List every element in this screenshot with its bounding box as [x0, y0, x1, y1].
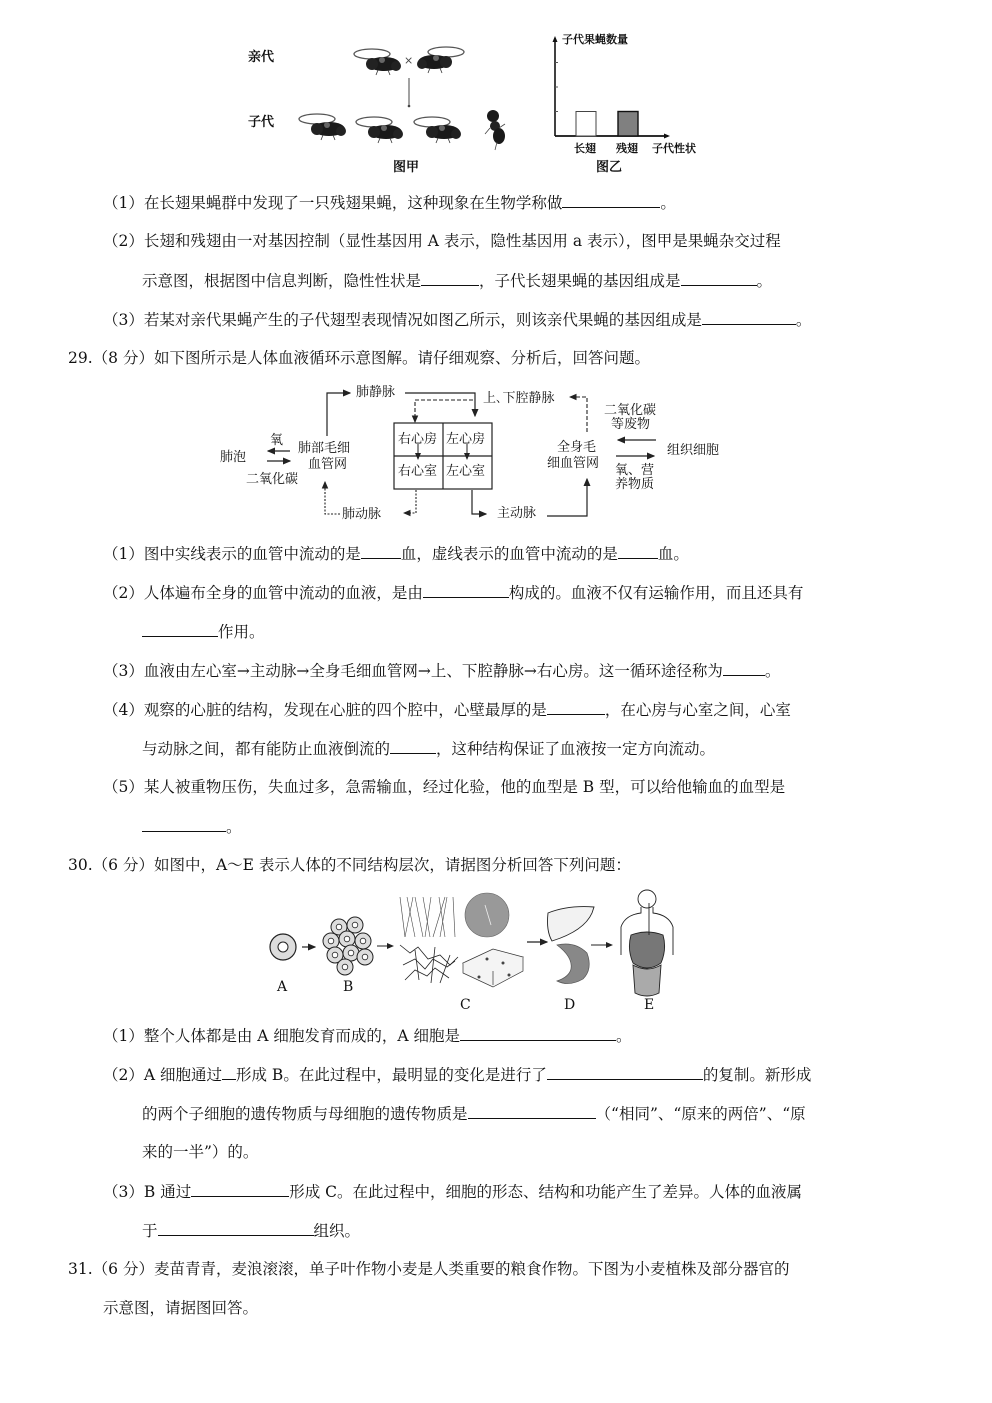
answer-blank[interactable] [468, 1103, 596, 1119]
punct: 。 [764, 662, 781, 680]
q29-sub4-line1 [103, 699, 791, 720]
question-text: 于 [142, 1222, 158, 1240]
chart-y-axis-label: 子代果蝇数量 [562, 33, 628, 46]
figure-yi-caption: 图乙 [596, 160, 623, 175]
question-text: 血液由左心室→主动脉→全身毛细血管网→上、下腔静脉→右心房。这一循环途径称为 [143, 662, 723, 680]
label-vena-cava: 上､下腔静脉 [483, 391, 555, 406]
punct: 。 [756, 272, 773, 290]
label-a: A [277, 979, 288, 995]
aorta-line [472, 490, 486, 514]
answer-blank[interactable] [723, 660, 765, 676]
punct: 。 [616, 1027, 632, 1045]
q30-sub3-line1 [103, 1181, 802, 1202]
q29-sub1 [103, 543, 689, 564]
offspring-fly-3 [414, 117, 461, 143]
q29-sub2-line1 [103, 582, 803, 603]
answer-blank[interactable] [460, 1025, 616, 1041]
label-right-ventricle: 右心室 [398, 464, 438, 479]
question-text: ，子代长翅果蝇的基因组成是 [479, 272, 681, 290]
q29-sub5-line2 [142, 816, 242, 837]
offspring-generation-label: 子代 [248, 115, 275, 130]
punct: 。 [660, 194, 676, 212]
q30-sub2-line3: 来的一半”）的。 [142, 1143, 259, 1161]
answer-blank[interactable] [547, 699, 605, 715]
sub-prefix: （2） [103, 584, 144, 602]
question-text: ，在心房与心室之间，心室 [604, 701, 791, 719]
pulmonary-vein-line [327, 393, 350, 436]
answer-blank[interactable] [142, 816, 226, 832]
q29-sub5-line1 [103, 777, 785, 797]
q29-sub3 [103, 660, 780, 681]
question-text: 人体遍布全身的血管中流动的血液，是由 [143, 584, 423, 602]
answer-blank[interactable] [361, 543, 401, 559]
sub-prefix: （3） [103, 311, 144, 329]
sub-prefix: （4） [103, 701, 144, 719]
cell-a [270, 934, 296, 960]
q30-sub3-line2 [142, 1220, 360, 1241]
chart-category-label: 长翅 [574, 142, 596, 155]
question-text: 观察的心脏的结构，发现在心脏的四个腔中，心壁最厚的是 [143, 701, 547, 719]
chart-bar [576, 112, 596, 137]
sub-prefix: （1） [103, 194, 144, 212]
sub-prefix: （3） [103, 662, 144, 680]
answer-blank[interactable] [390, 738, 436, 754]
label-lung-capillaries: 血管网 [308, 457, 348, 472]
parent-fly-2 [417, 47, 464, 73]
question-text: 示意图，根据图中信息判断，隐性性状是 [142, 272, 422, 290]
answer-blank[interactable] [423, 582, 509, 598]
vena-cava-line [415, 400, 473, 422]
label-body-capillaries: 细血管网 [547, 456, 600, 471]
q31-line2: 示意图，请据图回答。 [103, 1299, 259, 1317]
punct: 。 [226, 818, 242, 836]
label-co2-waste: 二氧化碳 [604, 403, 657, 418]
label-aorta: 主动脉 [497, 506, 537, 521]
label-d: D [564, 997, 576, 1013]
label-o2-nutrients: 氧、营 [615, 463, 655, 478]
tissues-c [400, 893, 523, 987]
answer-blank[interactable] [158, 1220, 314, 1236]
answer-blank[interactable] [562, 192, 660, 208]
answer-blank[interactable] [421, 270, 479, 286]
question-text: 某人被重物压伤，失血过多，急需输血，经过化验，他的血型是 B 型，可以给他输血的血型是 [143, 778, 786, 796]
q30-sub2-line1 [103, 1064, 811, 1085]
label-c: C [460, 997, 471, 1013]
question-text: 在长翅果蝇群中发现了一只残翅果蝇，这种现象在生物学称做 [143, 194, 563, 212]
label-co2-waste: 等废物 [611, 417, 651, 432]
chart-category-label: 残翅 [616, 142, 638, 155]
q31-line1: 31.（6 分）麦苗青青，麦浪滚滚，单子叶作物小麦是人类重要的粮食作物。下图为小麦植株及部分器官的 [68, 1260, 790, 1278]
label-pulmonary-artery: 肺动脉 [342, 507, 382, 522]
parent-generation-label: 亲代 [248, 50, 275, 65]
q29-header: 29.（8 分）如下图所示是人体血液循环示意图解。请仔细观察、分析后，回答问题。 [68, 349, 650, 367]
label-o2-nutrients: 养物质 [615, 477, 655, 492]
q28-sub2-line2 [142, 270, 772, 291]
answer-blank[interactable] [681, 270, 757, 286]
question-text: 作用。 [218, 623, 265, 641]
sub-prefix: （3） [103, 1183, 144, 1201]
question-text: 血，虚线表示的血管中流动的是 [400, 545, 618, 563]
label-lung-capillaries: 肺部毛细 [298, 441, 351, 456]
question-text: 长翅和残翅由一对基因控制（显性基因用 A 表示，隐性基因用 a 表示），图甲是果蝇杂交过程 [143, 232, 781, 250]
figure-jia-caption: 图甲 [393, 160, 420, 175]
question-text: 形成 C。在此过程中，细胞的形态、结构和功能产生了差异。人体的血液属 [289, 1183, 802, 1201]
chart-bar [618, 112, 638, 137]
cell-cluster-b [323, 917, 373, 975]
question-text: 的复制。新形成 [702, 1066, 812, 1084]
parent-fly-1 [354, 49, 401, 75]
question-text: 构成的。血液不仅有运输作用，而且还具有 [508, 584, 804, 602]
question-text: ，这种结构保证了血液按一定方向流动。 [436, 740, 716, 758]
sub-prefix: （1） [103, 545, 144, 563]
answer-blank[interactable] [142, 621, 218, 637]
label-left-ventricle: 左心室 [446, 464, 486, 479]
question-text: （“相同”、“原来的两倍”、“原 [595, 1105, 806, 1123]
pulmonary-artery-line [404, 490, 416, 513]
q28-sub3 [103, 309, 811, 330]
cross-symbol: × [404, 54, 414, 67]
structure-illustrations [255, 885, 695, 1015]
q30-sub1 [103, 1025, 632, 1046]
q29-sub2-line2 [142, 621, 265, 642]
chart-x-axis-label: 子代性状 [652, 142, 696, 155]
sub-prefix: （1） [103, 1027, 144, 1045]
label-e: E [644, 997, 655, 1013]
label-alveoli: 肺泡 [220, 450, 247, 465]
question-text: B 通过 [143, 1183, 192, 1201]
answer-blank[interactable] [618, 543, 658, 559]
q28-sub2-line1 [103, 231, 781, 251]
sub-prefix: （2） [103, 1066, 144, 1084]
question-text: A 细胞通过 [143, 1066, 222, 1084]
label-pulmonary-vein: 肺静脉 [356, 385, 396, 400]
label-left-atrium: 左心房 [446, 432, 486, 447]
question-text: 若某对亲代果蝇产生的子代翅型表现情况如图乙所示，则该亲代果蝇的基因组成是 [143, 311, 702, 329]
question-text: 的两个子细胞的遗传物质与母细胞的遗传物质是 [142, 1105, 468, 1123]
q30-header: 30.（6 分）如图中，A～E 表示人体的不同结构层次，请据图分析回答下列问题： [68, 856, 631, 874]
label-right-atrium: 右心房 [398, 432, 438, 447]
question-text: 整个人体都是由 A 细胞发育而成的，A 细胞是 [143, 1027, 461, 1045]
question-text: 形成 B。在此过程中，最明显的变化是进行了 [236, 1066, 547, 1084]
label-oxygen: 氧 [270, 433, 284, 448]
answer-blank[interactable] [222, 1064, 236, 1080]
label-body-capillaries: 全身毛 [557, 440, 597, 455]
sub-prefix: （2） [103, 232, 144, 250]
human-body-e [621, 890, 673, 996]
question-text: 血。 [657, 545, 689, 563]
label-co2: 二氧化碳 [246, 472, 299, 487]
punct: 。 [795, 311, 812, 329]
fly-illustrations [0, 0, 992, 180]
sub-prefix: （5） [103, 778, 144, 796]
offspring-fly-1 [299, 114, 346, 140]
q28-sub1 [103, 192, 676, 213]
question-text: 与动脉之间，都有能防止血液倒流的 [142, 740, 391, 758]
organs-d [548, 907, 595, 984]
question-text: 组织。 [313, 1222, 361, 1240]
chart-y-axis-arrow [553, 36, 558, 42]
answer-blank[interactable] [547, 1064, 703, 1080]
q29-sub4-line2 [142, 738, 715, 759]
label-tissue-cells: 组织细胞 [667, 443, 720, 458]
offspring-fly-2 [356, 117, 403, 143]
q30-sub2-line2 [142, 1103, 806, 1124]
label-b: B [343, 979, 354, 995]
answer-blank[interactable] [702, 309, 796, 325]
chart-x-axis-arrow [664, 134, 670, 139]
offspring-fly-4-vestigial [485, 110, 505, 150]
question-text: 图中实线表示的血管中流动的是 [143, 545, 361, 563]
answer-blank[interactable] [191, 1181, 289, 1197]
offspring-bar-chart [540, 28, 710, 158]
